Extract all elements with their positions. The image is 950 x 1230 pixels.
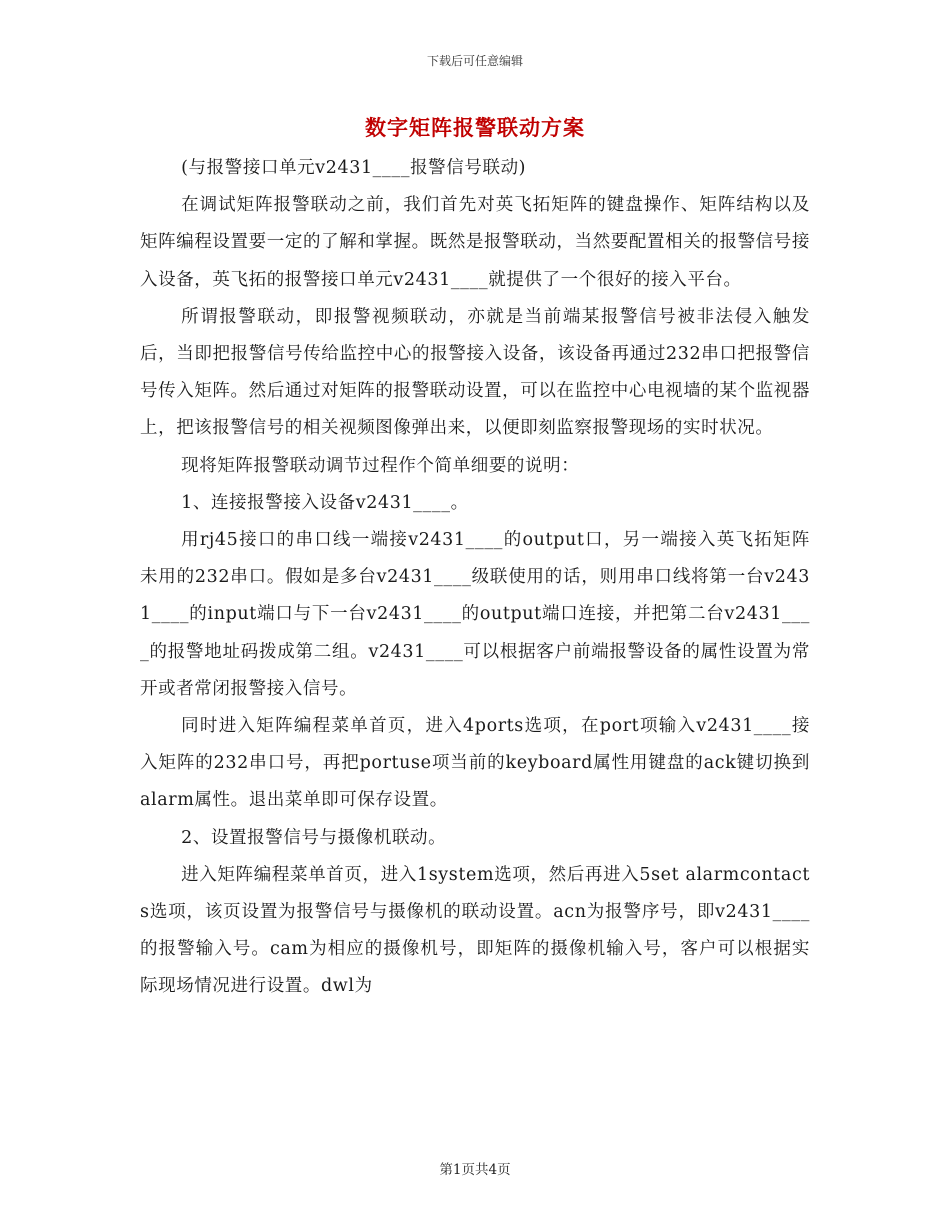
section-heading-1: 1、连接报警接入设备v2431____。 [181, 492, 469, 513]
paragraph-alarm-contacts: 进入矩阵编程菜单首页，进入1system选项，然后再进入5set alarmcontacts选项，该页设置为报警信号与摄像机的联动设置。acn为报警序号，即v2431____的报警输入号。cam为相应的摄像机号，即矩阵的摄像机输入号，客户可以根据实际现场情况进行设置。dwl为 [140, 864, 810, 997]
paragraph-connection: 用rj45接口的串口线一端接v2431____的output口，另一端接入英飞拓矩阵未用的232串口。假如是多台v2431____级联使用的话，则用串口线将第一台v2431____的input端口与下一台v2431____的output端口连接，并把第二台v2431____的报警地址码拨成第二组。v2431____可以根据客户前端报警设备的属性设置为常开或者常闭报警接入信号。 [140, 530, 810, 699]
paragraph-intro: 在调试矩阵报警联动之前，我们首先对英飞拓矩阵的键盘操作、矩阵结构以及矩阵编程设置要一定的了解和掌握。既然是报警联动，当然要配置相关的报警信号接入设备，英飞拓的报警接口单元v2431____就提供了一个很好的接入平台。 [140, 195, 810, 290]
page-header-note: 下载后可任意编辑 [426, 54, 523, 68]
section-heading-2: 2、设置报警信号与摄像机联动。 [181, 827, 447, 848]
paragraph-overview: 现将矩阵报警联动调节过程作个简单细要的说明： [181, 455, 580, 476]
document-body [140, 150, 810, 1006]
paragraph-definition: 所谓报警联动，即报警视频联动，亦就是当前端某报警信号被非法侵入触发后，当即把报警信号传给监控中心的报警接入设备，该设备再通过232串口把报警信号传入矩阵。然后通过对矩阵的报警联动设置，可以在监控中心电视墙的某个监视器上，把该报警信号的相关视频图像弹出来，以便即刻监察报警现场的实时状况。 [140, 306, 810, 439]
document-title: 数字矩阵报警联动方案 [365, 115, 585, 140]
paragraph-ports-setup: 同时进入矩阵编程菜单首页，进入4ports选项，在port项输入v2431____接入矩阵的232串口号，再把portuse项当前的keyboard属性用键盘的ack键切换到alarm属性。退出菜单即可保存设置。 [140, 716, 810, 811]
page-footer-number: 第1页共4页 [439, 1162, 511, 1178]
paragraph-subtitle: (与报警接口单元v2431____报警信号联动) [181, 158, 527, 178]
